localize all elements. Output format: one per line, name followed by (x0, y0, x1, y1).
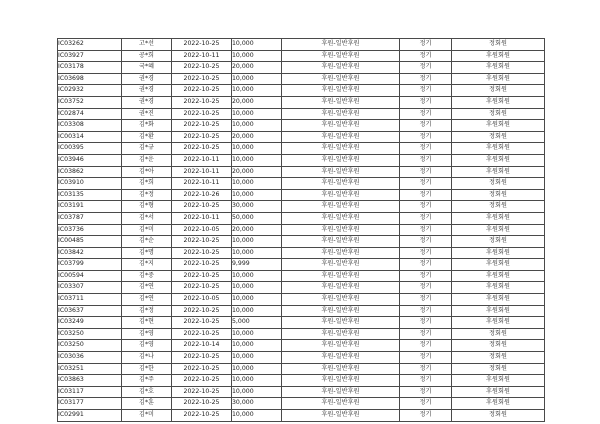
member-id-cell: IC03250 (58, 328, 122, 340)
payment-cycle-cell: 정기 (400, 386, 452, 398)
amount-cell: 30,000 (232, 201, 282, 213)
donation-type-cell: 후원-일반후원 (282, 143, 400, 155)
payment-cycle-cell: 정기 (400, 39, 452, 51)
donor-name-cell: 김*나 (122, 352, 172, 364)
payment-cycle-cell: 정기 (400, 201, 452, 213)
member-id-cell: IC03946 (58, 154, 122, 166)
amount-cell: 30,000 (232, 398, 282, 410)
payment-cycle-cell: 정기 (400, 363, 452, 375)
donation-date-cell: 2022-10-25 (172, 120, 232, 132)
member-grade-cell: 정회원 (452, 178, 545, 190)
table-row (58, 120, 545, 132)
member-grade-cell: 후원회원 (452, 73, 545, 85)
donor-name-cell: 김*명 (122, 247, 172, 259)
payment-cycle-cell: 정기 (400, 282, 452, 294)
payment-cycle-cell: 정기 (400, 178, 452, 190)
payment-cycle-cell: 정기 (400, 305, 452, 317)
member-id-cell: IC03863 (58, 375, 122, 387)
member-grade-cell: 후원회원 (452, 282, 545, 294)
donation-type-cell: 후원-일반후원 (282, 270, 400, 282)
donation-date-cell: 2022-10-25 (172, 363, 232, 375)
donor-name-cell: 김*운 (122, 154, 172, 166)
donor-name-cell: 김*미 (122, 224, 172, 236)
amount-cell: 10,000 (232, 73, 282, 85)
member-id-cell: IC03787 (58, 212, 122, 224)
member-grade-cell: 정회원 (452, 201, 545, 213)
member-grade-cell: 후원회원 (452, 375, 545, 387)
table-row (58, 50, 545, 62)
amount-cell: 10,000 (232, 305, 282, 317)
member-grade-cell: 후원회원 (452, 166, 545, 178)
amount-cell: 50,000 (232, 212, 282, 224)
payment-cycle-cell: 정기 (400, 85, 452, 97)
amount-cell: 10,000 (232, 410, 282, 422)
donation-date-cell: 2022-10-11 (172, 166, 232, 178)
donation-date-cell: 2022-10-11 (172, 50, 232, 62)
donor-name-cell: 김*규 (122, 143, 172, 155)
table-row (58, 363, 545, 375)
donation-type-cell: 후원-일반후원 (282, 85, 400, 97)
table-row (58, 328, 545, 340)
member-grade-cell: 후원회원 (452, 317, 545, 329)
amount-cell: 10,000 (232, 143, 282, 155)
donation-type-cell: 후원-일반후원 (282, 340, 400, 352)
amount-cell: 20,000 (232, 62, 282, 74)
donor-name-cell: 김*미 (122, 410, 172, 422)
table-row (58, 259, 545, 271)
donation-date-cell: 2022-10-25 (172, 270, 232, 282)
member-grade-cell: 후원회원 (452, 62, 545, 74)
donation-date-cell: 2022-10-11 (172, 212, 232, 224)
amount-cell: 10,000 (232, 340, 282, 352)
member-id-cell: IC03910 (58, 178, 122, 190)
payment-cycle-cell: 정기 (400, 328, 452, 340)
amount-cell: 20,000 (232, 224, 282, 236)
donor-name-cell: 국*혜 (122, 62, 172, 74)
donation-date-cell: 2022-10-25 (172, 85, 232, 97)
table-row (58, 410, 545, 422)
amount-cell: 10,000 (232, 282, 282, 294)
donation-type-cell: 후원-일반후원 (282, 154, 400, 166)
amount-cell: 20,000 (232, 166, 282, 178)
donor-name-cell: 권*진 (122, 108, 172, 120)
payment-cycle-cell: 정기 (400, 340, 452, 352)
member-grade-cell: 후원회원 (452, 96, 545, 108)
payment-cycle-cell: 정기 (400, 236, 452, 248)
donation-date-cell: 2022-10-25 (172, 62, 232, 74)
member-grade-cell: 후원회원 (452, 154, 545, 166)
donation-type-cell: 후원-일반후원 (282, 410, 400, 422)
table-row (58, 224, 545, 236)
member-id-cell: IC03251 (58, 363, 122, 375)
table-row (58, 143, 545, 155)
table-row (58, 340, 545, 352)
table-row (58, 178, 545, 190)
donor-name-cell: 고*선 (122, 39, 172, 51)
donor-name-cell: 권*경 (122, 96, 172, 108)
member-grade-cell: 정회원 (452, 39, 545, 51)
donation-type-cell: 후원-일반후원 (282, 247, 400, 259)
member-grade-cell: 후원회원 (452, 305, 545, 317)
payment-cycle-cell: 정기 (400, 247, 452, 259)
payment-cycle-cell: 정기 (400, 166, 452, 178)
member-grade-cell: 후원회원 (452, 259, 545, 271)
amount-cell: 10,000 (232, 50, 282, 62)
payment-cycle-cell: 정기 (400, 375, 452, 387)
payment-cycle-cell: 정기 (400, 317, 452, 329)
payment-cycle-cell: 정기 (400, 108, 452, 120)
member-id-cell: IC03135 (58, 189, 122, 201)
donation-date-cell: 2022-10-25 (172, 305, 232, 317)
donation-type-cell: 후원-일반후원 (282, 178, 400, 190)
member-id-cell: IC03249 (58, 317, 122, 329)
member-id-cell: IC02932 (58, 85, 122, 97)
donation-date-cell: 2022-10-25 (172, 410, 232, 422)
donor-name-cell: 김*정 (122, 189, 172, 201)
donation-type-cell: 후원-일반후원 (282, 386, 400, 398)
payment-cycle-cell: 정기 (400, 96, 452, 108)
member-id-cell: IC00314 (58, 131, 122, 143)
member-id-cell: IC03752 (58, 96, 122, 108)
donation-type-cell: 후원-일반후원 (282, 189, 400, 201)
table-row (58, 398, 545, 410)
donation-date-cell: 2022-10-25 (172, 375, 232, 387)
table-row (58, 375, 545, 387)
donor-name-cell: 공*희 (122, 50, 172, 62)
donor-name-cell: 김*영 (122, 328, 172, 340)
member-id-cell: IC03862 (58, 166, 122, 178)
donation-date-cell: 2022-10-25 (172, 201, 232, 213)
donation-date-cell: 2022-10-25 (172, 328, 232, 340)
amount-cell: 10,000 (232, 85, 282, 97)
donation-type-cell: 후원-일반후원 (282, 212, 400, 224)
donor-name-cell: 권*경 (122, 85, 172, 97)
donation-type-cell: 후원-일반후원 (282, 224, 400, 236)
member-id-cell: IC03036 (58, 352, 122, 364)
donation-type-cell: 후원-일반후원 (282, 317, 400, 329)
donation-type-cell: 후원-일반후원 (282, 375, 400, 387)
donor-name-cell: 김*중 (122, 270, 172, 282)
amount-cell: 10,000 (232, 247, 282, 259)
donation-date-cell: 2022-10-25 (172, 236, 232, 248)
member-grade-cell: 후원회원 (452, 120, 545, 132)
amount-cell: 10,000 (232, 39, 282, 51)
donation-date-cell: 2022-10-25 (172, 317, 232, 329)
payment-cycle-cell: 정기 (400, 352, 452, 364)
donation-date-cell: 2022-10-25 (172, 143, 232, 155)
member-grade-cell: 정회원 (452, 131, 545, 143)
amount-cell: 10,000 (232, 154, 282, 166)
amount-cell: 20,000 (232, 131, 282, 143)
table-row (58, 317, 545, 329)
table-row (58, 270, 545, 282)
donation-type-cell: 후원-일반후원 (282, 259, 400, 271)
table-row (58, 305, 545, 317)
donation-table (57, 38, 545, 422)
member-grade-cell: 후원회원 (452, 50, 545, 62)
member-grade-cell: 정회원 (452, 410, 545, 422)
donation-date-cell: 2022-10-25 (172, 259, 232, 271)
amount-cell: 10,000 (232, 386, 282, 398)
table-row (58, 73, 545, 85)
donation-type-cell: 후원-일반후원 (282, 131, 400, 143)
member-id-cell: IC00395 (58, 143, 122, 155)
member-id-cell: IC03307 (58, 282, 122, 294)
member-grade-cell: 정회원 (452, 108, 545, 120)
donation-type-cell: 후원-일반후원 (282, 73, 400, 85)
amount-cell: 10,000 (232, 178, 282, 190)
member-grade-cell: 후원회원 (452, 386, 545, 398)
table-row (58, 352, 545, 364)
amount-cell: 10,000 (232, 120, 282, 132)
donation-date-cell: 2022-10-25 (172, 386, 232, 398)
donation-date-cell: 2022-10-25 (172, 282, 232, 294)
donation-date-cell: 2022-10-25 (172, 247, 232, 259)
member-grade-cell: 정회원 (452, 328, 545, 340)
donation-type-cell: 후원-일반후원 (282, 201, 400, 213)
table-row (58, 166, 545, 178)
payment-cycle-cell: 정기 (400, 120, 452, 132)
payment-cycle-cell: 정기 (400, 270, 452, 282)
donation-date-cell: 2022-10-11 (172, 154, 232, 166)
amount-cell: 10,000 (232, 270, 282, 282)
donor-name-cell: 김*연 (122, 294, 172, 306)
payment-cycle-cell: 정기 (400, 143, 452, 155)
member-grade-cell: 정회원 (452, 236, 545, 248)
amount-cell: 20,000 (232, 96, 282, 108)
amount-cell: 9,999 (232, 259, 282, 271)
member-grade-cell: 후원회원 (452, 143, 545, 155)
donation-type-cell: 후원-일반후원 (282, 50, 400, 62)
donation-date-cell: 2022-10-25 (172, 108, 232, 120)
payment-cycle-cell: 정기 (400, 189, 452, 201)
member-id-cell: IC00594 (58, 270, 122, 282)
member-id-cell: IC03711 (58, 294, 122, 306)
donation-type-cell: 후원-일반후원 (282, 166, 400, 178)
donor-name-cell: 김*현 (122, 317, 172, 329)
donor-name-cell: 김*환 (122, 131, 172, 143)
member-grade-cell: 정회원 (452, 352, 545, 364)
member-id-cell: IC03799 (58, 259, 122, 271)
donor-name-cell: 김*화 (122, 120, 172, 132)
amount-cell: 10,000 (232, 375, 282, 387)
table-row (58, 386, 545, 398)
donor-name-cell: 김*영 (122, 340, 172, 352)
donation-type-cell: 후원-일반후원 (282, 62, 400, 74)
payment-cycle-cell: 정기 (400, 73, 452, 85)
member-grade-cell: 정회원 (452, 363, 545, 375)
table-row (58, 201, 545, 213)
member-id-cell: IC00485 (58, 236, 122, 248)
donor-name-cell: 김*주 (122, 375, 172, 387)
donation-type-cell: 후원-일반후원 (282, 236, 400, 248)
table-row (58, 39, 545, 51)
donor-name-cell: 김*형 (122, 201, 172, 213)
donation-date-cell: 2022-10-25 (172, 352, 232, 364)
member-grade-cell: 후원회원 (452, 270, 545, 282)
payment-cycle-cell: 정기 (400, 224, 452, 236)
member-id-cell: IC02874 (58, 108, 122, 120)
payment-cycle-cell: 정기 (400, 131, 452, 143)
payment-cycle-cell: 정기 (400, 294, 452, 306)
donation-type-cell: 후원-일반후원 (282, 108, 400, 120)
member-grade-cell: 후원회원 (452, 224, 545, 236)
table-row (58, 212, 545, 224)
amount-cell: 10,000 (232, 294, 282, 306)
member-id-cell: IC03191 (58, 201, 122, 213)
donation-type-cell: 후원-일반후원 (282, 120, 400, 132)
member-id-cell: IC03178 (58, 62, 122, 74)
member-id-cell: IC03117 (58, 386, 122, 398)
donor-name-cell: 김*정 (122, 305, 172, 317)
member-id-cell: IC03736 (58, 224, 122, 236)
donation-type-cell: 후원-일반후원 (282, 352, 400, 364)
donation-type-cell: 후원-일반후원 (282, 39, 400, 51)
member-grade-cell: 후원회원 (452, 398, 545, 410)
member-id-cell: IC03637 (58, 305, 122, 317)
payment-cycle-cell: 정기 (400, 398, 452, 410)
amount-cell: 10,000 (232, 189, 282, 201)
member-id-cell: IC03262 (58, 39, 122, 51)
amount-cell: 10,000 (232, 352, 282, 364)
amount-cell: 10,000 (232, 108, 282, 120)
donation-date-cell: 2022-10-11 (172, 178, 232, 190)
donation-type-cell: 후원-일반후원 (282, 363, 400, 375)
member-id-cell: IC02991 (58, 410, 122, 422)
payment-cycle-cell: 정기 (400, 154, 452, 166)
donation-date-cell: 2022-10-25 (172, 398, 232, 410)
donation-type-cell: 후원-일반후원 (282, 294, 400, 306)
member-grade-cell: 정회원 (452, 340, 545, 352)
member-grade-cell: 후원회원 (452, 294, 545, 306)
member-grade-cell: 후원회원 (452, 212, 545, 224)
table-body (58, 39, 545, 422)
table-row (58, 236, 545, 248)
table-row (58, 247, 545, 259)
donor-name-cell: 김*연 (122, 282, 172, 294)
donor-name-cell: 김*희 (122, 178, 172, 190)
table-row (58, 131, 545, 143)
amount-cell: 10,000 (232, 328, 282, 340)
donation-type-cell: 후원-일반후원 (282, 282, 400, 294)
member-id-cell: IC03308 (58, 120, 122, 132)
member-id-cell: IC03177 (58, 398, 122, 410)
donation-type-cell: 후원-일반후원 (282, 398, 400, 410)
donor-name-cell: 김*호 (122, 386, 172, 398)
donor-name-cell: 김*지 (122, 259, 172, 271)
donor-name-cell: 김*순 (122, 236, 172, 248)
donor-name-cell: 김*훈 (122, 398, 172, 410)
table-row (58, 154, 545, 166)
donation-type-cell: 후원-일반후원 (282, 328, 400, 340)
table-row (58, 96, 545, 108)
payment-cycle-cell: 정기 (400, 259, 452, 271)
donation-date-cell: 2022-10-25 (172, 96, 232, 108)
donation-date-cell: 2022-10-25 (172, 131, 232, 143)
payment-cycle-cell: 정기 (400, 212, 452, 224)
payment-cycle-cell: 정기 (400, 50, 452, 62)
donation-date-cell: 2022-10-14 (172, 340, 232, 352)
donation-type-cell: 후원-일반후원 (282, 305, 400, 317)
member-grade-cell: 정회원 (452, 189, 545, 201)
payment-cycle-cell: 정기 (400, 410, 452, 422)
donor-name-cell: 김*서 (122, 212, 172, 224)
donation-date-cell: 2022-10-05 (172, 224, 232, 236)
donation-type-cell: 후원-일반후원 (282, 96, 400, 108)
amount-cell: 10,000 (232, 363, 282, 375)
table-row (58, 189, 545, 201)
table-row (58, 108, 545, 120)
table-row (58, 62, 545, 74)
member-id-cell: IC03927 (58, 50, 122, 62)
member-grade-cell: 후원회원 (452, 247, 545, 259)
donation-date-cell: 2022-10-05 (172, 294, 232, 306)
amount-cell: 10,000 (232, 236, 282, 248)
donor-name-cell: 권*경 (122, 73, 172, 85)
donation-date-cell: 2022-10-25 (172, 73, 232, 85)
table-row (58, 85, 545, 97)
member-id-cell: IC03842 (58, 247, 122, 259)
donor-name-cell: 김*아 (122, 166, 172, 178)
table-row (58, 282, 545, 294)
member-id-cell: IC03698 (58, 73, 122, 85)
donation-date-cell: 2022-10-26 (172, 189, 232, 201)
donation-date-cell: 2022-10-25 (172, 39, 232, 51)
member-grade-cell: 정회원 (452, 85, 545, 97)
payment-cycle-cell: 정기 (400, 62, 452, 74)
member-id-cell: IC03250 (58, 340, 122, 352)
amount-cell: 5,000 (232, 317, 282, 329)
donor-name-cell: 김*한 (122, 363, 172, 375)
table-row (58, 294, 545, 306)
